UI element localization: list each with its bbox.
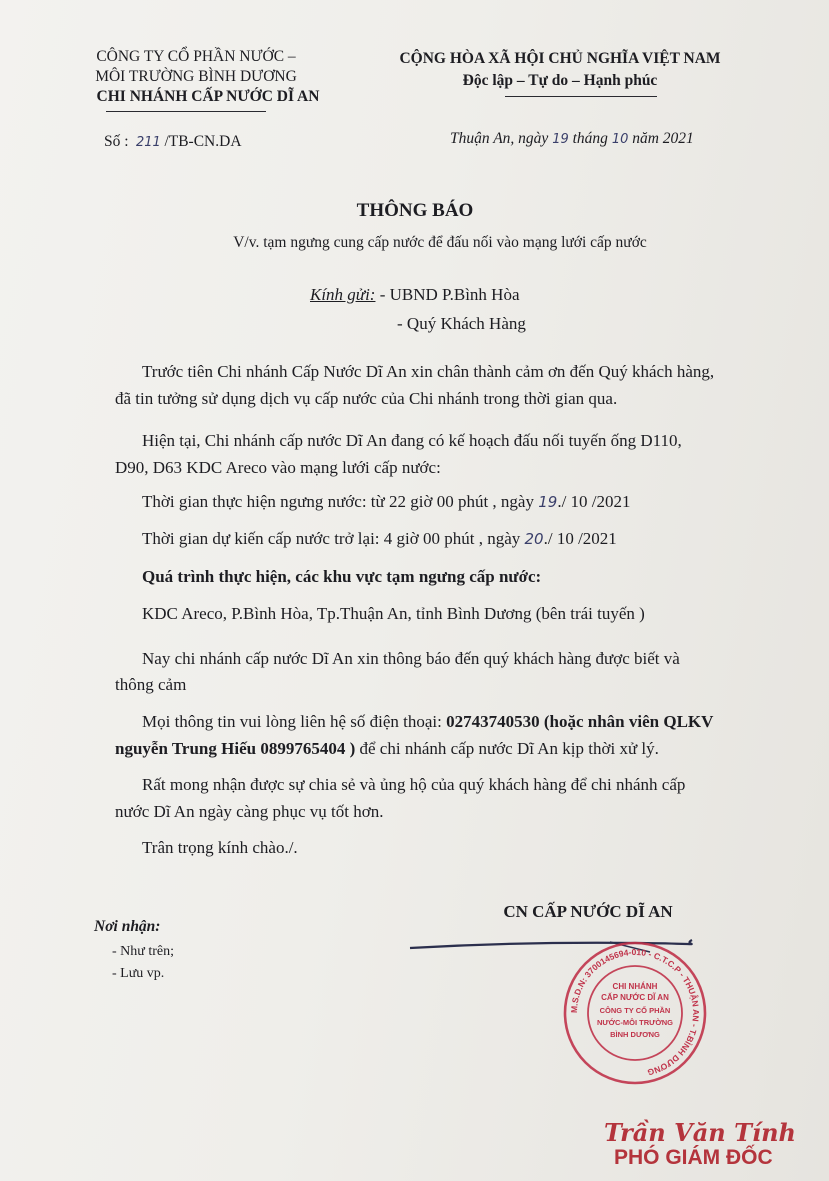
body-p1-line1: Trước tiên Chi nhánh Cấp Nước Dĩ An xin chân thành cảm ơn đến Quý khách hàng, bbox=[142, 362, 715, 381]
body-area-heading: Quá trình thực hiện, các khu vực tạm ngưng cấp nước: bbox=[142, 567, 542, 586]
stamp-ring-text: M.S.D.N: 3700145694-010 - C.T.C.P - THUẬN AN - T.BÌNH DƯƠNG bbox=[568, 946, 702, 1078]
stamp-line1: CHI NHÁNH bbox=[612, 982, 658, 991]
national-motto: Độc lập – Tự do – Hạnh phúc bbox=[462, 72, 658, 89]
body-area: KDC Areco, P.Bình Hòa, Tp.Thuận An, tỉnh Bình Dương (bên trái tuyến ) bbox=[142, 604, 645, 623]
stop-day-handwritten: 19 bbox=[538, 493, 558, 511]
company-stamp bbox=[560, 938, 710, 1088]
motto-underline bbox=[505, 96, 657, 97]
signer-title: PHÓ GIÁM ĐỐC bbox=[614, 1146, 773, 1169]
org-underline bbox=[106, 111, 266, 112]
reference-number bbox=[104, 133, 242, 151]
stamp-line4: NƯỚC-MÔI TRƯỜNG bbox=[596, 1018, 674, 1027]
footer-recipient-2: - Lưu vp. bbox=[112, 966, 165, 981]
stop-time-text: Thời gian thực hiện ngưng nước: từ 22 giờ 00 phút , ngày bbox=[142, 492, 534, 511]
body-resume-time bbox=[142, 529, 617, 549]
reference-suffix: /TB-CN.DA bbox=[164, 133, 242, 150]
body-contact-line1 bbox=[142, 712, 713, 732]
body-p2-line1: Hiện tại, Chi nhánh cấp nước Dĩ An đang có kế hoạch đấu nối tuyến ống D110, bbox=[142, 431, 682, 450]
resume-time-date: ./ 10 /2021 bbox=[543, 529, 617, 548]
stamp-line3: CÔNG TY CỔ PHẦN bbox=[599, 1006, 671, 1015]
resume-time-text: Thời gian dự kiến cấp nước trở lại: 4 giờ 00 phút , ngày bbox=[142, 529, 521, 548]
signature-org: CN CẤP NƯỚC DĨ AN bbox=[503, 902, 673, 921]
contact-prefix: Mọi thông tin vui lòng liên hệ số điện thoại: bbox=[142, 712, 442, 731]
document-title: THÔNG BÁO bbox=[356, 200, 474, 221]
footer-recipient-1: - Như trên; bbox=[112, 944, 175, 959]
stamp-line5: BÌNH DƯƠNG bbox=[610, 1030, 660, 1039]
body-contact-line2 bbox=[115, 739, 659, 759]
org-branch-name: CHI NHÁNH CẤP NƯỚC DĨ AN bbox=[96, 88, 320, 105]
stamp-line2: CẤP NƯỚC DĨ AN bbox=[601, 993, 669, 1002]
body-p2-line2: D90, D63 KDC Areco vào mạng lưới cấp nước: bbox=[115, 458, 441, 477]
date-day-handwritten: 19 bbox=[552, 132, 569, 147]
date-month-label: tháng bbox=[572, 130, 608, 147]
national-title: CỘNG HÒA XÃ HỘI CHỦ NGHĨA VIỆT NAM bbox=[399, 50, 721, 67]
org-parent-line2: MÔI TRƯỜNG BÌNH DƯƠNG bbox=[95, 68, 297, 85]
stop-time-date: ./ 10 /2021 bbox=[557, 492, 631, 511]
body-p7-line2: thông cảm bbox=[115, 675, 187, 694]
contact-phone: 02743740530 (hoặc nhân viên QLKV bbox=[446, 712, 714, 731]
date-prefix: Thuận An, ngày bbox=[450, 130, 549, 147]
date-year: năm 2021 bbox=[632, 130, 694, 147]
body-closing: Trân trọng kính chào./. bbox=[142, 838, 298, 857]
contact-staff: nguyễn Trung Hiếu 0899765404 ) bbox=[115, 739, 356, 758]
body-p7-line1: Nay chi nhánh cấp nước Dĩ An xin thông báo đến quý khách hàng được biết và bbox=[142, 649, 680, 668]
date-month-handwritten: 10 bbox=[611, 132, 629, 147]
date-line bbox=[450, 130, 694, 148]
reference-prefix: Số : bbox=[104, 133, 129, 150]
body-p9-line1: Rất mong nhận được sự chia sẻ và ủng hộ của quý khách hàng để chi nhánh cấp bbox=[142, 775, 686, 794]
org-parent-line1: CÔNG TY CỔ PHẦN NƯỚC – bbox=[96, 48, 296, 65]
recipient-2: - Quý Khách Hàng bbox=[397, 314, 526, 333]
body-stop-time bbox=[142, 492, 631, 512]
body-p1-line2: đã tin tưởng sử dụng dịch vụ cấp nước của Chi nhánh trong thời gian qua. bbox=[115, 389, 618, 408]
recipient-1: - UBND P.Bình Hòa bbox=[379, 285, 520, 304]
document-subject: V/v. tạm ngưng cung cấp nước để đấu nối vào mạng lưới cấp nước bbox=[233, 234, 647, 251]
recipients-block bbox=[310, 285, 520, 305]
footer-recipients-label: Nơi nhận: bbox=[94, 918, 161, 935]
contact-suffix: để chi nhánh cấp nước Dĩ An kịp thời xử lý. bbox=[359, 739, 659, 758]
recipients-label: Kính gửi: bbox=[310, 285, 376, 304]
reference-handwritten-number: 211 bbox=[136, 135, 161, 150]
body-p9-line2: nước Dĩ An ngày càng phục vụ tốt hơn. bbox=[115, 802, 384, 821]
signer-name: Trần Văn Tính bbox=[604, 1118, 796, 1147]
resume-day-handwritten: 20 bbox=[524, 530, 544, 548]
